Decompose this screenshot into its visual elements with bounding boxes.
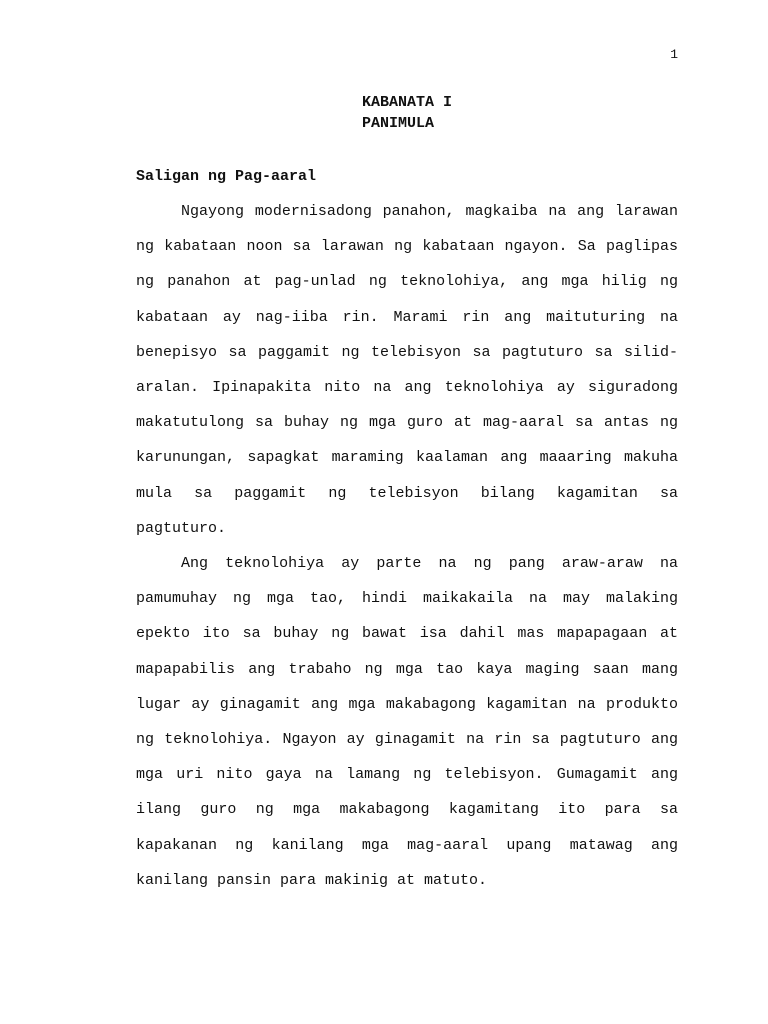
body-text [136, 194, 678, 898]
chapter-title: PANIMULA [362, 115, 435, 132]
page-number: 1 [670, 47, 678, 62]
section-title: Saligan ng Pag-aaral [136, 168, 317, 185]
paragraph: Ang teknolohiya ay parte na ng pang araw-araw na pamumuhay ng mga tao, hindi maikakaila na may malaking epekto ito sa buhay ng bawat isa dahil mas mapapagaan at mapapabilis ang trabaho ng mga tao kaya maging saan mang lugar ay ginagamit ang mga makabagong kagamitan na produkto ng teknolohiya. Ngayon ay ginagamit na rin sa pagtuturo ang mga uri nito gaya na lamang ng telebisyon. Gumagamit ang ilang guro ng mga makabagong kagamitang ito para sa kapakanan ng kanilang mga mag-aaral upang matawag ang kanilang pansin para makinig at matuto. [136, 555, 678, 889]
chapter-heading [362, 92, 452, 134]
paragraph: Ngayong modernisadong panahon, magkaiba na ang larawan ng kabataan noon sa larawan ng kabataan ngayon. Sa paglipas ng panahon at pag-unlad ng teknolohiya, ang mga hilig ng kabataan ay nag-iiba rin. Marami rin ang maituturing na benepisyo sa paggamit ng telebisyon sa pagtuturo sa silid-aralan. Ipinapakita nito na ang teknolohiya ay siguradong makatutulong sa buhay ng mga guro at mag-aaral sa antas ng karunungan, sapagkat maraming kaalaman ang maaaring makuha mula sa paggamit ng telebisyon bilang kagamitan sa pagtuturo. [136, 203, 678, 537]
chapter-label: KABANATA I [362, 94, 453, 111]
